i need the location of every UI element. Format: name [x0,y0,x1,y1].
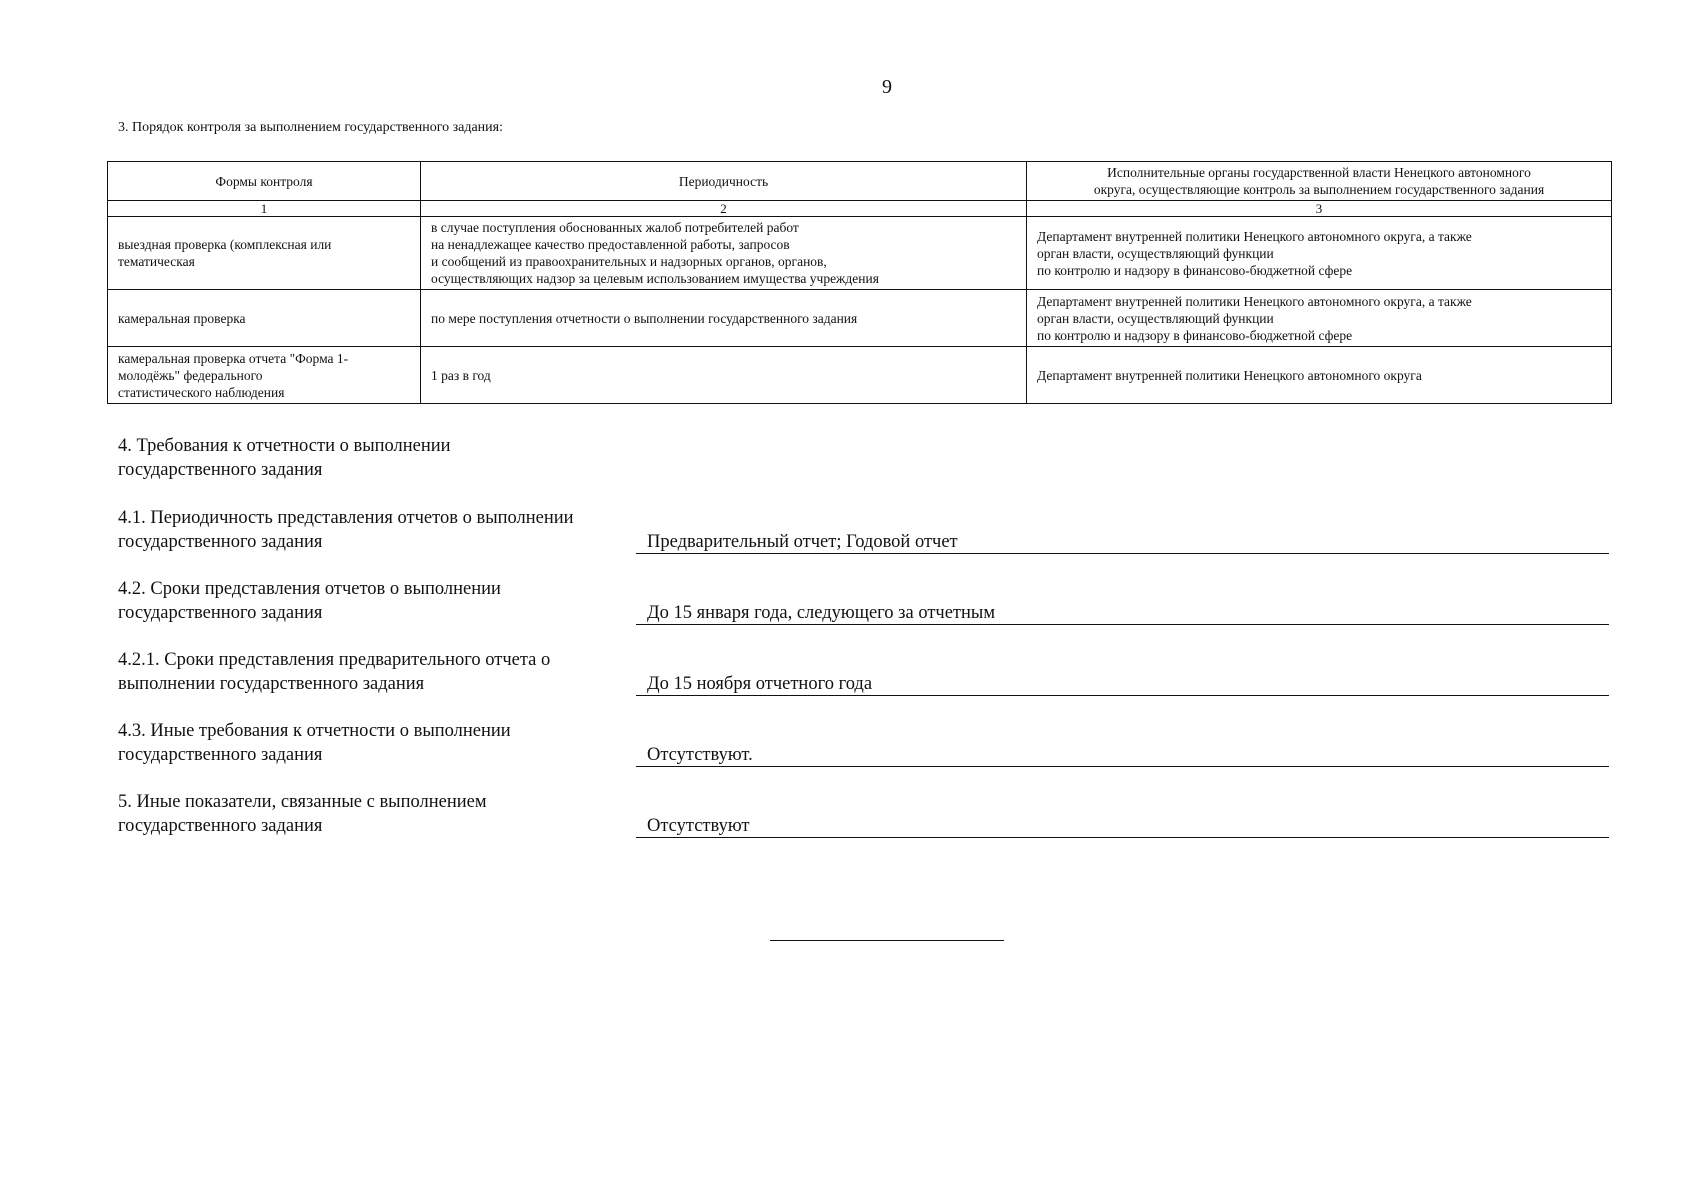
requirement-row [118,648,1609,696]
requirement-label: 4.3. Иные требования к отчетности о выполнении государственного задания [118,721,511,765]
column-number-row [108,201,1612,217]
section-5-label: 5. Иные показатели, связанные с выполнением государственного задания [118,792,487,836]
section-5-value: Отсутствуют [636,814,1609,838]
column-number-3: 3 [1027,201,1612,217]
end-divider [770,940,1004,941]
authority-cell: Департамент внутренней политики Ненецкого автономного округа [1027,347,1612,404]
section-5-row [118,790,1609,838]
authority-cell: Департамент внутренней политики Ненецкого автономного округа, а также орган власти, осуществляющий функции по контролю и надзору в финансово-бюджетной сфере [1027,217,1612,290]
section-4-title: 4. Требования к отчетности о выполнении государственного задания [118,436,451,480]
requirement-label: 4.1. Периодичность представления отчетов о выполнении государственного задания [118,508,574,552]
header-authorities: Исполнительные органы государственной власти Ненецкого автономного округа, осуществляющие контроль за выполнением государственного задания [1027,162,1612,201]
requirement-label: 4.2. Сроки представления отчетов о выполнении государственного задания [118,579,501,623]
authority-cell: Департамент внутренней политики Ненецкого автономного округа, а также орган власти, осуществляющий функции по контролю и надзору в финансово-бюджетной сфере [1027,290,1612,347]
requirement-value: Отсутствуют. [636,743,1609,767]
header-control-forms: Формы контроля [108,162,421,201]
control-form-cell: выездная проверка (комплексная или тематическая [108,217,421,290]
requirement-row [118,506,1609,554]
requirement-row [118,719,1609,767]
page-number: 9 [882,76,892,98]
control-table [107,161,1612,404]
section-3-title: 3. Порядок контроля за выполнением государственного задания: [118,120,503,135]
control-form-cell: камеральная проверка отчета "Форма 1- молодёжь" федерального статистического наблюдения [108,347,421,404]
requirement-value: До 15 января года, следующего за отчетным [636,601,1609,625]
header-periodicity: Периодичность [421,162,1027,201]
periodicity-cell: по мере поступления отчетности о выполнении государственного задания [421,290,1027,347]
column-number-1: 1 [108,201,421,217]
table-row [108,217,1612,290]
requirement-value: Предварительный отчет; Годовой отчет [636,530,1609,554]
control-form-cell: камеральная проверка [108,290,421,347]
column-number-2: 2 [421,201,1027,217]
table-row [108,290,1612,347]
periodicity-cell: в случае поступления обоснованных жалоб потребителей работ на ненадлежащее качество предоставленной работы, запросов и сообщений из правоохранительных и надзорных органов, органов, осуществляющих надзор за целевым использованием имущества учреждения [421,217,1027,290]
table-row [108,347,1612,404]
table-header-row [108,162,1612,201]
periodicity-cell: 1 раз в год [421,347,1027,404]
requirement-label: 4.2.1. Сроки представления предварительного отчета о выполнении государственного задания [118,650,551,694]
requirement-row [118,577,1609,625]
requirement-value: До 15 ноября отчетного года [636,672,1609,696]
